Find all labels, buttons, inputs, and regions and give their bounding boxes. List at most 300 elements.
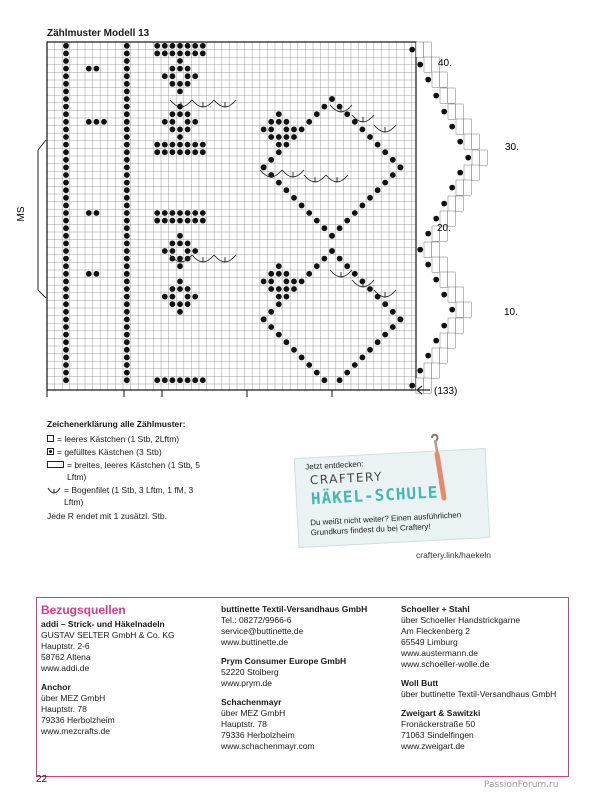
legend: [47, 418, 207, 522]
filled-block: [291, 126, 297, 132]
filled-block: [398, 165, 404, 171]
filled-block: [124, 172, 130, 178]
filled-block: [63, 279, 69, 285]
source-name: Woll Butt: [401, 678, 439, 688]
filled-block: [433, 216, 439, 222]
stair-cell: [432, 242, 440, 257]
stair-cell: [456, 119, 464, 134]
filled-block: [322, 104, 328, 110]
filled-block: [63, 134, 69, 140]
filled-block: [185, 241, 191, 247]
filled-block: [124, 96, 130, 102]
filled-block: [261, 126, 267, 132]
stair-cell: [464, 302, 472, 317]
source-entry: [41, 619, 175, 674]
filled-block: [63, 111, 69, 117]
stair-cell: [424, 363, 432, 378]
filled-block: [170, 286, 176, 292]
filled-block: [170, 142, 176, 148]
filled-block: [425, 231, 431, 237]
filled-block: [63, 317, 69, 323]
filled-block: [276, 286, 282, 292]
filled-block: [314, 218, 320, 224]
filled-block: [276, 294, 282, 300]
promo-text: Du weißt nicht weiter? Einen ausführlichen Grundkurs findest du bei Craftery!: [309, 510, 462, 538]
row-count-label: (133): [434, 386, 458, 397]
filled-block: [306, 362, 312, 368]
filled-block: [154, 43, 160, 49]
filled-block: [94, 210, 100, 216]
stair-cell: [416, 378, 424, 393]
filled-block: [154, 377, 160, 383]
filled-block: [154, 51, 160, 57]
stair-cell: [432, 257, 440, 272]
filled-block: [306, 210, 312, 216]
filled-block: [268, 134, 274, 140]
filled-block: [63, 271, 69, 277]
stair-cell: [472, 150, 480, 165]
filled-block: [162, 73, 168, 79]
source-line: über MEZ GmbH: [41, 693, 106, 703]
filled-block: [417, 62, 423, 68]
filled-block: [177, 377, 183, 383]
source-line: Hauptstr. 78: [41, 704, 87, 714]
row-marker-40: 40.: [438, 58, 452, 69]
filled-block: [94, 271, 100, 277]
filled-block: [124, 339, 130, 345]
source-line: 58762 Altena: [41, 652, 91, 662]
filled-block: [162, 142, 168, 148]
filled-block: [192, 43, 198, 49]
legend-text: = Bogenfilet (1 Stb, 3 Lftm, 1 fM, 3 Lftm): [64, 485, 194, 507]
filled-block: [398, 317, 404, 323]
ms-label: MS: [16, 206, 27, 222]
filled-block: [352, 362, 358, 368]
filled-block: [124, 104, 130, 110]
legend-item-filled: [47, 446, 207, 458]
filled-block: [170, 149, 176, 155]
filled-block: [306, 119, 312, 125]
filled-block: [124, 301, 130, 307]
filled-block: [276, 332, 282, 338]
filled-block: [170, 73, 176, 79]
filled-block: [124, 241, 130, 247]
filled-block: [124, 195, 130, 201]
filled-block: [185, 126, 191, 132]
stair-cell: [464, 134, 472, 149]
chart-grid: [47, 42, 416, 397]
filled-block: [360, 355, 366, 361]
filled-block: [457, 170, 463, 176]
legend-item-wide: [47, 459, 207, 483]
source-email[interactable]: service@buttinette.de: [221, 626, 304, 636]
source-link[interactable]: www.buttinette.de: [221, 637, 289, 647]
filled-block: [200, 218, 206, 224]
filled-block: [63, 339, 69, 345]
filled-block: [63, 233, 69, 239]
filled-block: [63, 294, 69, 300]
filled-block: [268, 286, 274, 292]
page-number: 22: [36, 774, 48, 785]
source-entry: [41, 682, 175, 737]
filled-block: [329, 248, 335, 254]
filled-block: [284, 271, 290, 277]
filled-block: [390, 172, 396, 178]
filled-block: [352, 271, 358, 277]
arch-stitch: [170, 100, 192, 107]
filled-block: [284, 294, 290, 300]
filled-block: [124, 126, 130, 132]
filled-block: [177, 126, 183, 132]
wide-box-icon: [47, 461, 64, 468]
filled-block: [291, 134, 297, 140]
source-line: Tel.: 08272/9966-6: [221, 615, 292, 625]
filled-block: [185, 149, 191, 155]
filled-block: [124, 58, 130, 64]
filled-block: [192, 294, 198, 300]
stair-cell: [480, 150, 488, 165]
stair-cell: [424, 378, 432, 393]
filled-block: [124, 218, 130, 224]
source-line: über MEZ GmbH: [221, 708, 286, 718]
filled-block: [382, 180, 388, 186]
source-link[interactable]: www.prym.de: [221, 678, 273, 688]
arch-stitch: [214, 255, 236, 262]
filled-block: [63, 81, 69, 87]
row-marker-30: 30.: [505, 142, 519, 153]
source-line: 65549 Limburg: [401, 637, 458, 647]
filled-block: [63, 370, 69, 376]
filled-block: [185, 377, 191, 383]
source-link[interactable]: www.austermann.de: [401, 648, 479, 658]
filled-block: [63, 218, 69, 224]
filled-block: [124, 111, 130, 117]
filled-block: [291, 286, 297, 292]
filled-block: [185, 43, 191, 49]
filled-block: [192, 218, 198, 224]
filled-block: [185, 286, 191, 292]
filled-block: [425, 262, 431, 268]
filled-block: [261, 279, 267, 285]
source-entry: [221, 697, 367, 752]
filled-block: [177, 43, 183, 49]
filled-block: [192, 142, 198, 148]
filled-block: [382, 332, 388, 338]
filled-block: [299, 126, 305, 132]
filled-block: [360, 126, 366, 132]
filled-block: [177, 51, 183, 57]
filled-block: [63, 203, 69, 209]
filled-block: [154, 149, 160, 155]
filled-block: [124, 149, 130, 155]
filled-block: [185, 218, 191, 224]
filled-block: [276, 271, 282, 277]
source-link[interactable]: www.mezcrafts.de: [41, 726, 110, 736]
filled-block: [170, 294, 176, 300]
arch-icon: [47, 486, 61, 495]
watermark: PassionForum.ru: [484, 780, 559, 790]
filled-block: [433, 338, 439, 344]
filled-block: [63, 58, 69, 64]
filled-block: [162, 119, 168, 125]
filled-block: [299, 279, 305, 285]
filled-block: [177, 233, 183, 239]
source-line: GUSTAV SELTER GmbH & Co. KG: [41, 630, 175, 640]
filled-block: [337, 377, 343, 383]
filled-block: [63, 187, 69, 193]
stair-cell: [472, 134, 480, 149]
legend-item-empty: [47, 433, 207, 445]
filled-block: [276, 263, 282, 269]
source-line: 79336 Herbolzheim: [41, 715, 115, 725]
filled-block: [306, 271, 312, 277]
filled-block: [299, 203, 305, 209]
filled-block: [162, 218, 168, 224]
filled-block: [124, 279, 130, 285]
stair-cell: [448, 287, 456, 302]
filled-block: [154, 218, 160, 224]
filled-block: [352, 210, 358, 216]
source-link[interactable]: www.schoeller-wolle.de: [401, 659, 490, 669]
filled-block: [162, 248, 168, 254]
filled-block: [200, 51, 206, 57]
promo-title: HÄKEL-SCHULE: [310, 482, 439, 509]
stair-cell: [456, 318, 464, 333]
filled-block: [177, 142, 183, 148]
filled-block: [124, 309, 130, 315]
stair-cell: [432, 363, 440, 378]
filled-block: [268, 126, 274, 132]
filled-block: [63, 332, 69, 338]
filled-block: [344, 218, 350, 224]
filled-block: [63, 51, 69, 57]
filled-block: [63, 210, 69, 216]
filled-block: [382, 149, 388, 155]
source-line: 79336 Herbolzheim: [221, 730, 295, 740]
legend-text: = leeres Kästchen (1 Stb, 2Lftm): [57, 434, 180, 444]
filled-block: [417, 368, 423, 374]
filled-block: [185, 294, 191, 300]
filled-block: [170, 210, 176, 216]
legend-note: Jede R endet mit 1 zusätzl. Stb.: [47, 511, 168, 521]
filled-block: [268, 279, 274, 285]
source-entry: [221, 656, 367, 689]
filled-block: [192, 51, 198, 57]
stair-cell: [440, 72, 448, 87]
filled-block: [185, 119, 191, 125]
filled-block: [200, 149, 206, 155]
filled-block: [177, 309, 183, 315]
filled-block: [63, 89, 69, 95]
filled-block: [124, 203, 130, 209]
filled-block: [299, 355, 305, 361]
stair-cell: [448, 318, 456, 333]
filled-block: [86, 271, 92, 277]
source-name: Zweigart & Sawitzki: [401, 708, 481, 718]
arch-stitch: [214, 100, 236, 107]
filled-block: [409, 383, 415, 389]
filled-block: [101, 119, 107, 125]
source-link[interactable]: www.zweigart.de: [401, 741, 465, 751]
filled-block: [86, 210, 92, 216]
filled-block: [185, 111, 191, 117]
filled-block: [63, 73, 69, 79]
stair-cell: [448, 196, 456, 211]
filled-block: [124, 370, 130, 376]
filled-block: [185, 248, 191, 254]
stair-cell: [432, 72, 440, 87]
filled-block: [63, 180, 69, 186]
arch-stitch: [330, 270, 352, 277]
source-link[interactable]: www.schachenmayr.com: [221, 741, 315, 751]
filled-block: [177, 256, 183, 262]
filled-block: [177, 263, 183, 269]
source-line: Fronäckerstraße 50: [401, 719, 476, 729]
filled-block: [276, 149, 282, 155]
filled-block: [200, 210, 206, 216]
filled-block: [185, 51, 191, 57]
filled-block: [94, 66, 100, 72]
filled-block: [124, 165, 130, 171]
filled-block: [124, 294, 130, 300]
source-line: 52220 Stolberg: [221, 667, 279, 677]
filled-block: [261, 317, 267, 323]
filled-block: [441, 292, 447, 298]
filled-block: [177, 286, 183, 292]
stair-cell: [456, 287, 464, 302]
filled-block: [63, 96, 69, 102]
filled-block: [276, 134, 282, 140]
filled-block: [192, 377, 198, 383]
stair-cell: [440, 348, 448, 363]
filled-block: [284, 126, 290, 132]
filled-block: [162, 51, 168, 57]
filled-block: [192, 210, 198, 216]
sources-column-1: [41, 604, 175, 745]
filled-block: [375, 294, 381, 300]
filled-block: [425, 77, 431, 83]
filled-block: [337, 225, 343, 231]
source-line: über buttinette Textil-Versandhaus GmbH: [401, 689, 557, 699]
filled-block: [170, 81, 176, 87]
filled-block: [375, 187, 381, 193]
filled-block: [124, 263, 130, 269]
filled-block: [63, 324, 69, 330]
craftery-promo-card[interactable]: [294, 448, 490, 548]
filled-block: [322, 225, 328, 231]
filled-block: [457, 139, 463, 145]
filled-block: [177, 58, 183, 64]
source-link[interactable]: www.addi.de: [41, 663, 90, 673]
filled-block: [417, 247, 423, 253]
filled-block: [124, 347, 130, 353]
source-name: Prym Consumer Europe GmbH: [221, 656, 347, 666]
stair-cell: [424, 57, 432, 72]
filled-block: [170, 119, 176, 125]
legend-text: = breites, leeres Kästchen (1 Stb, 5 Lftm): [67, 460, 201, 482]
source-line: 71063 Sindelfingen: [401, 730, 474, 740]
grid-border: [47, 42, 416, 390]
filled-block: [124, 256, 130, 262]
stair-cell: [448, 104, 456, 119]
filled-block: [268, 157, 274, 163]
source-entry: [401, 678, 556, 700]
source-line: über Schoeller Handstrickgarne: [401, 615, 521, 625]
filled-block: [367, 195, 373, 201]
filled-block: [449, 307, 455, 313]
filled-block: [375, 339, 381, 345]
filled-block: [390, 157, 396, 163]
filled-block: [124, 210, 130, 216]
filled-block: [63, 195, 69, 201]
filled-block: [63, 165, 69, 171]
promo-link[interactable]: craftery.link/haekeln: [416, 550, 491, 560]
filled-block: [124, 66, 130, 72]
filled-block: [465, 155, 471, 161]
filled-block: [124, 355, 130, 361]
filled-block: [177, 134, 183, 140]
legend-item-arch: [47, 484, 207, 508]
filled-block: [268, 271, 274, 277]
filled-block: [284, 119, 290, 125]
filled-block: [322, 256, 328, 262]
filled-block: [261, 165, 267, 171]
filled-block: [63, 126, 69, 132]
filled-block: [124, 271, 130, 277]
arch-stitch: [192, 100, 214, 107]
arch-stitch: [304, 175, 326, 182]
filled-block: [314, 370, 320, 376]
filled-block: [284, 134, 290, 140]
filled-block: [409, 47, 415, 53]
filled-block: [63, 377, 69, 383]
filled-block: [124, 89, 130, 95]
stair-cell: [448, 272, 456, 287]
filled-block: [124, 157, 130, 163]
filled-block: [63, 119, 69, 125]
filled-block: [63, 149, 69, 155]
filled-block: [162, 149, 168, 155]
sources-box: [36, 597, 569, 777]
filled-block: [170, 111, 176, 117]
filled-block: [63, 362, 69, 368]
filled-block: [382, 301, 388, 307]
legend-text: = gefülltes Kästchen (3 Stb): [57, 447, 162, 457]
filled-block: [449, 124, 455, 130]
filled-block: [63, 301, 69, 307]
filled-block: [284, 286, 290, 292]
filled-block: [124, 119, 130, 125]
stair-cell: [432, 348, 440, 363]
stair-cell: [416, 42, 424, 57]
sources-column-2: [221, 604, 367, 760]
filled-block: [433, 93, 439, 99]
chart-title: Zählmuster Modell 13: [47, 28, 150, 39]
filled-block: [124, 73, 130, 79]
filled-block: [124, 377, 130, 383]
filled-block: [284, 339, 290, 345]
filled-block: [86, 119, 92, 125]
stair-cell: [448, 88, 456, 103]
filled-block: [441, 109, 447, 115]
source-line: Hauptstr. 78: [221, 719, 267, 729]
chart-filled-blocks: [63, 43, 471, 389]
filled-block: [276, 111, 282, 117]
filled-block: [170, 51, 176, 57]
filled-block: [124, 142, 130, 148]
filled-block: [124, 233, 130, 239]
filled-block: [170, 218, 176, 224]
